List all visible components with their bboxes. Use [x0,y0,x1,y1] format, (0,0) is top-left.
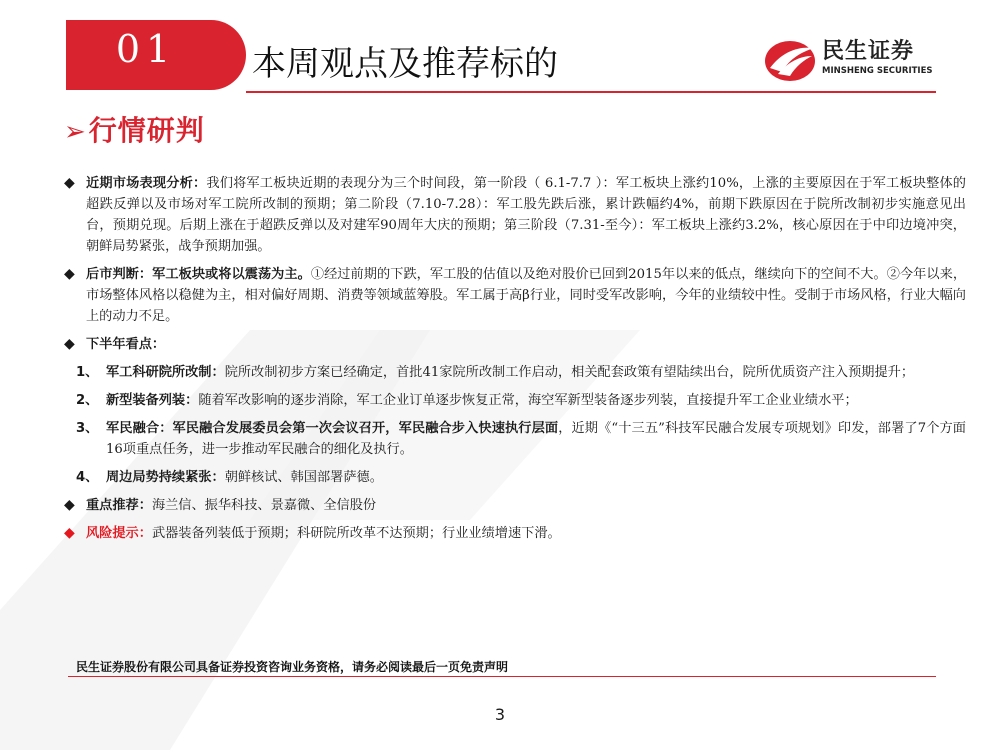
header-divider [246,91,936,93]
page-number: 3 [494,705,506,724]
main-content [64,173,966,551]
risk-paragraph [64,523,966,544]
recent-market-label: 近期市场表现分析： [86,176,207,191]
diamond-bullet-icon: ◆ [64,525,75,541]
risk-label: 风险提示： [86,526,152,541]
outlook-label: 后市判断： [86,267,153,282]
footer-divider [68,676,936,677]
point-text: 随着军改影响的逐步消除，军工企业订单逐步恢复正常，海空军新型装备逐步列装，直接提升军工企业业绩水平； [198,393,858,408]
diamond-bullet-icon: ◆ [64,336,75,352]
outlook-paragraph [64,264,966,327]
recent-market-paragraph [64,173,966,257]
recommend-text: 海兰信、振华科技、景嘉微、全信股份 [151,498,377,513]
recent-market-text: 我们将军工板块近期的表现分为三个时间段，第一阶段（ 6.1-7.7 ）：军工板块上涨约10%，上涨的主要原因在于军工板块整体的超跌反弹以及市场对军工院所改制的预期；第二阶段（7.10-7.28）：军工股先跌后涨，累计跌幅约4%，前期下跌原因在于院所改制初步实施意见出台，预期兑现。后期上涨在于超跌反弹以及对建军90周年大庆的预期；第三阶段（7.31-至今）：军工板块上涨约3.2%，核心原因在于中印边境冲突，朝鲜局势紧张，战争预期加强。 [86,176,966,254]
half-year-label: 下半年看点： [86,337,166,352]
logo-english-name: MINSHENG SECURITIES [822,66,933,76]
arrow-icon: ➢ [64,117,87,147]
point-item [76,362,966,383]
diamond-bullet-icon: ◆ [64,175,75,191]
logo-chinese-name: 民生证券 [822,39,915,64]
section-heading [64,109,205,149]
company-logo [764,38,944,84]
point-item [76,418,966,460]
point-text: 院所改制初步方案已经确定，首批41家院所改制工作启动，相关配套政策有望陆续出台，院所优质资产注入预期提升； [224,365,915,380]
point-number: 3、 [76,421,99,436]
point-item [76,390,966,411]
outlook-bold-text: 军工板块或将以震荡为主。 [152,267,311,282]
section-number: 01 [115,27,177,71]
diamond-bullet-icon: ◆ [64,497,75,513]
point-label: 军工科研院所改制： [106,365,225,380]
diamond-bullet-icon: ◆ [64,266,75,282]
recommend-label: 重点推荐： [86,498,152,513]
section-title: 行情研判 [88,114,205,147]
point-label: 军民融合： [106,421,173,436]
point-label: 新型装备列装： [106,393,199,408]
risk-text: 武器装备列装低于预期；科研院所改革不达预期；行业业绩增速下滑。 [151,526,561,541]
point-label: 周边局势持续紧张： [106,470,225,485]
point-item [76,467,966,488]
point-text: 朝鲜核试、韩国部署萨德。 [224,470,383,485]
recommend-paragraph [64,495,966,516]
point-text: ，近期《“十三五”科技军民融合发展专项规划》印发，部署了7个方面16项重点任务，进一步推动军民融合的细化及执行。 [106,421,966,457]
minsheng-logo-icon [764,38,818,84]
outlook-text: ①经过前期的下跌，军工股的估值以及绝对股价已回到2015年以来的低点，继续向下的空间不大。②今年以来，市场整体风格以稳健为主，相对偏好周期、消费等领域蓝筹股。军工属于高β行业，同时受军改影响，今年的业绩较中性。受制于市场风格，行业大幅向上的动力不足。 [86,267,967,324]
point-number: 4、 [76,470,99,485]
point-bold-text: 军民融合发展委员会第一次会议召开，军民融合步入快速执行层面 [172,421,559,436]
point-number: 1、 [76,365,99,380]
page-title: 本周观点及推荐标的 [252,44,558,84]
half-year-heading [64,334,966,355]
disclaimer-text: 民生证券股份有限公司具备证券投资咨询业务资格，请务必阅读最后一页免责声明 [76,660,509,674]
point-number: 2、 [76,393,99,408]
